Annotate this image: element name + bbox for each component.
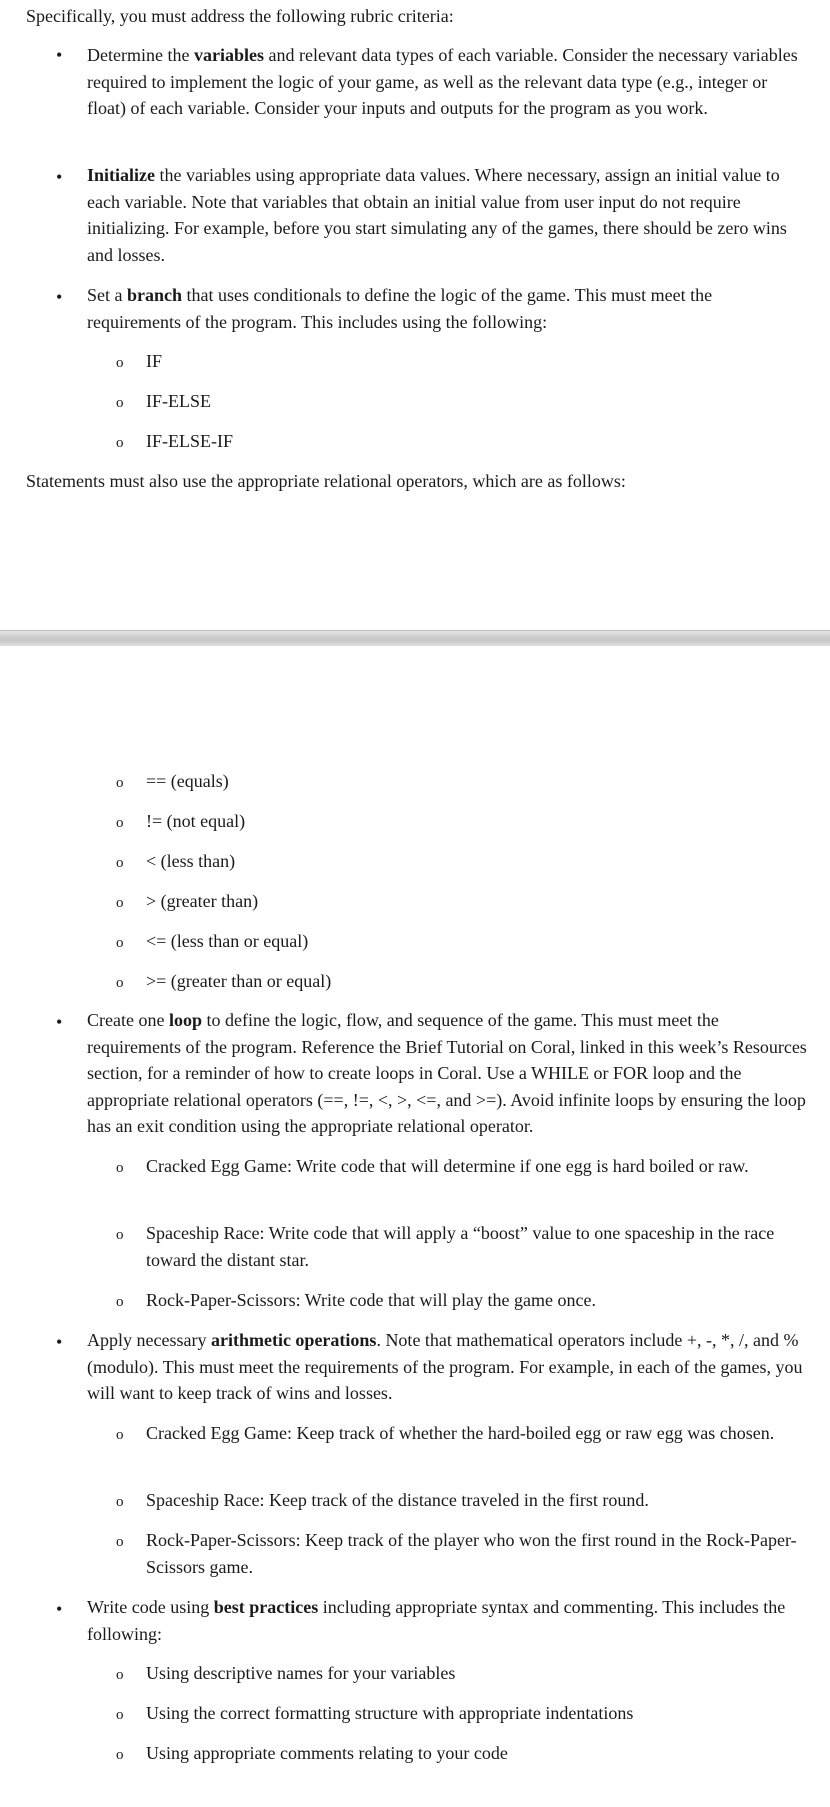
- list-marker: o: [116, 1294, 124, 1310]
- list-marker: o: [116, 895, 124, 911]
- list-marker: o: [116, 1747, 124, 1763]
- criterion-branch: Set a branch that uses conditionals to define the logic of the game. This must meet the requirements of the program. This includes using the following:: [87, 285, 713, 332]
- arith-item-egg: Cracked Egg Game: Keep track of whether the hard-boiled egg or raw egg was chosen.: [146, 1423, 775, 1443]
- practice-item-formatting: Using the correct formatting structure with appropriate indentations: [146, 1703, 634, 1723]
- bullet-variables: •: [56, 45, 63, 65]
- practice-item-names: Using descriptive names for your variables: [146, 1663, 456, 1683]
- loop-item-rps: Rock-Paper-Scissors: Write code that will play the game once.: [146, 1290, 596, 1310]
- intro-text: Specifically, you must address the following rubric criteria:: [26, 6, 454, 26]
- keyword-practices: best practices: [213, 1597, 319, 1617]
- list-marker: o: [116, 1667, 124, 1683]
- criterion-arithmetic: Apply necessary arithmetic operations. Note that mathematical operators include +, -, *, /, and % (modulo). This must meet the requirements of the program. For example, in each of the games, you will want to keep track of wins and losses.: [87, 1330, 803, 1403]
- criterion-practices: Write code using best practices including appropriate syntax and commenting. This includes the following:: [87, 1597, 786, 1644]
- list-marker: o: [116, 1160, 124, 1176]
- operator-less-equal: <= (less than or equal): [146, 931, 309, 951]
- criterion-variables: Determine the variables and relevant data types of each variable. Consider the necessary variables required to implement the logic of your game, as well as the relevant data type (e.g., integer or float) of each variable. Consider your inputs and outputs for the program as you work.: [87, 45, 798, 118]
- arith-item-spaceship: Spaceship Race: Keep track of the distance traveled in the first round.: [146, 1490, 649, 1510]
- branch-item-if-else-if: IF-ELSE-IF: [146, 431, 233, 451]
- list-marker: o: [116, 975, 124, 991]
- list-marker: o: [116, 815, 124, 831]
- list-marker: o: [116, 395, 124, 411]
- list-marker: o: [116, 775, 124, 791]
- list-marker: o: [116, 855, 124, 871]
- list-marker: o: [116, 435, 124, 451]
- list-marker: o: [116, 1534, 124, 1550]
- loop-item-spaceship: Spaceship Race: Write code that will apply a “boost” value to one spaceship in the race toward the distant star.: [146, 1223, 775, 1270]
- branch-item-if: IF: [146, 351, 163, 371]
- criterion-initialize: Initialize the variables using appropriate data values. Where necessary, assign an initial value to each variable. Note that variables that obtain an initial value from user input do not require initializing. For example, before you start simulating any of the games, there should be zero wins and losses.: [87, 165, 787, 265]
- keyword-branch: branch: [127, 285, 183, 305]
- bullet-loop: •: [56, 1012, 63, 1032]
- bullet-practices: •: [56, 1599, 63, 1619]
- bullet-initialize: •: [56, 167, 63, 187]
- operator-greater-than: > (greater than): [146, 891, 259, 911]
- keyword-loop: loop: [168, 1010, 202, 1030]
- practice-item-comments: Using appropriate comments relating to your code: [146, 1743, 508, 1763]
- loop-item-egg: Cracked Egg Game: Write code that will determine if one egg is hard boiled or raw.: [146, 1156, 749, 1176]
- operator-not-equal: != (not equal): [146, 811, 246, 831]
- list-marker: o: [116, 1494, 124, 1510]
- list-marker: o: [116, 1707, 124, 1723]
- keyword-variables: variables: [193, 45, 264, 65]
- operator-greater-equal: >= (greater than or equal): [146, 971, 332, 991]
- keyword-arithmetic: arithmetic operations: [210, 1330, 377, 1350]
- list-marker: o: [116, 1227, 124, 1243]
- list-marker: o: [116, 1427, 124, 1443]
- list-marker: o: [116, 935, 124, 951]
- operator-less-than: < (less than): [146, 851, 236, 871]
- bullet-arithmetic: •: [56, 1332, 63, 1352]
- criterion-loop: Create one loop to define the logic, flow, and sequence of the game. This must meet the requirements of the program. Reference the Brief Tutorial on Coral, linked in this week’s Resources section, for a reminder of how to create loops in Coral. Use a WHILE or FOR loop and the appropriate relational operators (==, !=, <, >, <=, and >=). Avoid infinite loops by ensuring the loop has an exit condition using the appropriate relational operator.: [87, 1010, 807, 1136]
- arith-item-rps: Rock-Paper-Scissors: Keep track of the player who won the first round in the Rock-Paper-Scissors game.: [146, 1530, 797, 1577]
- list-marker: o: [116, 355, 124, 371]
- keyword-initialize: Initialize: [87, 165, 155, 185]
- page-1: [0, 0, 830, 630]
- branch-item-if-else: IF-ELSE: [146, 391, 211, 411]
- operator-equals: == (equals): [146, 771, 229, 791]
- statements-text: Statements must also use the appropriate relational operators, which are as follows:: [26, 471, 626, 491]
- bullet-branch: •: [56, 287, 63, 307]
- page-2: [0, 646, 830, 1807]
